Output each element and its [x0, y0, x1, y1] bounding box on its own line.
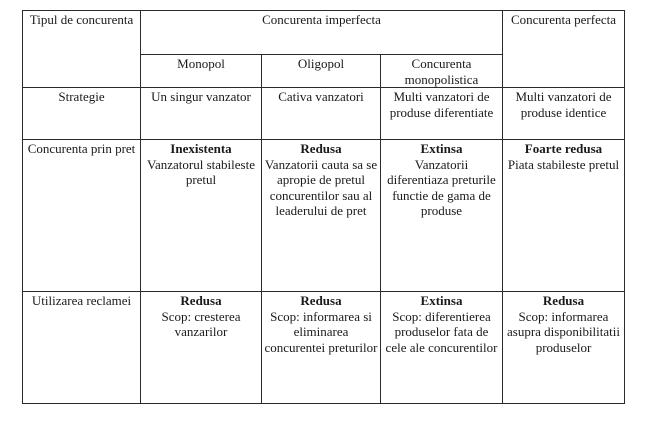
reclama-monopolistica-text: Scop: diferentierea produselor fata de cele ale concurentilor [385, 308, 498, 355]
pret-label: Concurenta prin pret [27, 141, 136, 156]
reclama-monopol-title: Redusa [180, 293, 222, 308]
header-perfecta: Concurenta perfecta [510, 12, 617, 27]
reclama-oligopol-cell [262, 292, 381, 404]
pret-oligopol-cell [262, 140, 381, 292]
strategie-label: Strategie [58, 89, 105, 104]
strategie-oligopol: Cativa vanzatori [278, 89, 364, 104]
strategie-monopolistica-cell [381, 88, 503, 140]
pret-monopol-title: Inexistenta [170, 141, 232, 156]
reclama-oligopol-title: Redusa [300, 293, 342, 308]
row-concurenta-pret [23, 140, 625, 292]
row-strategie [23, 88, 625, 140]
pret-perfecta-cell [503, 140, 625, 292]
pret-perfecta-title: Foarte redusa [524, 141, 603, 156]
reclama-label-cell [23, 292, 141, 404]
header-oligopol-cell [262, 55, 381, 88]
pret-monopolistica-cell [381, 140, 503, 292]
pret-oligopol-title: Redusa [300, 141, 342, 156]
reclama-monopolistica-title: Extinsa [420, 293, 463, 308]
header-tipul: Tipul de concurenta [29, 12, 134, 27]
header-monopol: Monopol [177, 56, 225, 71]
header-monopol-cell [141, 55, 262, 88]
strategie-monopolistica: Multi vanzatori de produse diferentiate [389, 89, 494, 120]
reclama-monopolistica-cell [381, 292, 503, 404]
strategie-monopol: Un singur vanzator [151, 89, 251, 104]
strategie-perfecta-cell [503, 88, 625, 140]
reclama-monopol-text: Scop: cresterea vanzarilor [161, 308, 241, 339]
header-row-1 [23, 11, 625, 55]
strategie-label-cell [23, 88, 141, 140]
header-oligopol: Oligopol [297, 56, 345, 71]
reclama-label: Utilizarea reclamei [31, 293, 132, 308]
pret-monopol-text: Vanzatorul stabileste pretul [147, 156, 255, 187]
header-perfecta-cell [503, 11, 625, 88]
strategie-oligopol-cell [262, 88, 381, 140]
reclama-perfecta-title: Redusa [542, 293, 585, 308]
reclama-perfecta-cell [503, 292, 625, 404]
reclama-monopol-cell [141, 292, 262, 404]
pret-monopol-cell [141, 140, 262, 292]
pret-label-cell [23, 140, 141, 292]
reclama-oligopol-text: Scop: informarea si eliminarea concurentei preturilor [264, 308, 378, 355]
pret-oligopol-text: Vanzatorii cauta sa se apropie de pretul concurentilor sau al leaderului de pret [264, 156, 378, 218]
header-monopolistica: Concurenta monopolistica [404, 56, 479, 87]
row-utilizarea-reclamei [23, 292, 625, 404]
pret-monopolistica-title: Extinsa [420, 141, 463, 156]
pret-perfecta-text: Piata stabileste pretul [507, 156, 620, 172]
header-monopolistica-cell [381, 55, 503, 88]
strategie-perfecta: Multi vanzatori de produse identice [515, 89, 612, 120]
header-tipul-cell [23, 11, 141, 88]
pret-monopolistica-text: Vanzatorii diferentiaza preturile functie de gama de produse [387, 156, 496, 218]
header-imperfecta-cell [141, 11, 503, 55]
header-imperfecta: Concurenta imperfecta [262, 12, 381, 27]
reclama-perfecta-text: Scop: informarea asupra disponibilitatii produselor [506, 308, 620, 355]
strategie-monopol-cell [141, 88, 262, 140]
competition-comparison-table [22, 10, 625, 404]
